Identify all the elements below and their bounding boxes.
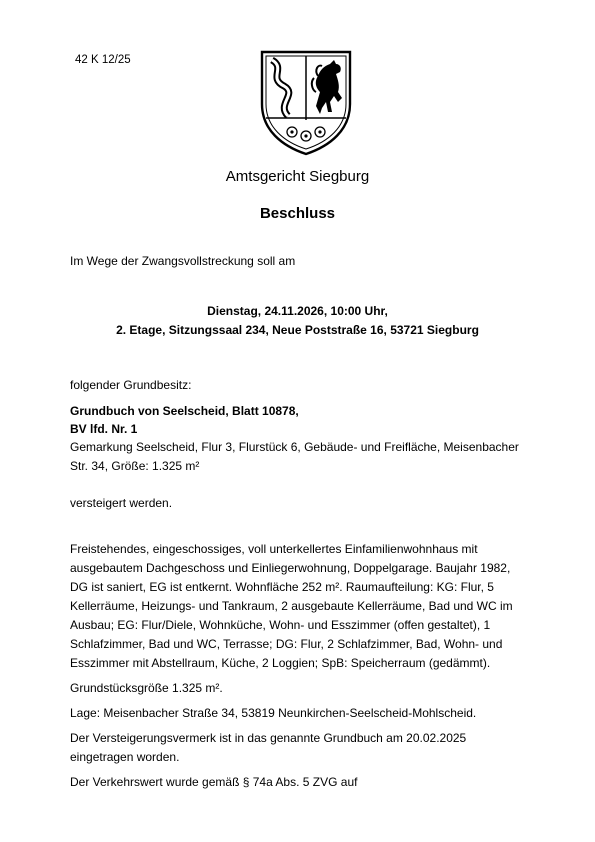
land-register: Grundbuch von Seelscheid, Blatt 10878,	[70, 404, 299, 418]
property-intro: folgender Grundbesitz:	[70, 378, 192, 392]
location-line: 2. Etage, Sitzungssaal 234, Neue Poststraße 16, 53721 Siegburg	[116, 323, 479, 337]
bv-number: BV lfd. Nr. 1	[70, 422, 138, 436]
plot-size: Grundstücksgröße 1.325 m².	[70, 681, 223, 695]
market-value-intro: Der Verkehrswert wurde gemäß § 74a Abs. 5 ZVG auf	[70, 775, 358, 789]
date-line: Dienstag, 24.11.2026, 10:00 Uhr,	[207, 304, 388, 318]
building-description: Freistehendes, eingeschossiges, voll unterkellertes Einfamilienwohnhaus mit ausgebautem Dachgeschoss und Einliegerwohnung, Doppelgarage. Baujahr 1982, DG ist saniert, EG ist entkernt. Wohnfläche 252 m². Raumaufteilung: KG: Flur, 5 Kellerräume, Heizungs- und Tankraum, 2 ausgebaute Kellerräume, Bad und WC im Ausbau; EG: Flur/Diele, Wohnküche, Wohn- und Esszimmer (offen gestaltet), 1 Schlafzimmer, Bad und WC, Terrasse; DG: Flur, 2 Schlafzimmer, Bad, Wohn- und Esszimmer mit Abstellraum, Küche, 2 Loggien; SpB: Speicherraum (gedämmt).	[70, 542, 513, 670]
auction-phrase: versteigert werden.	[70, 496, 173, 510]
case-number: 42 K 12/25	[75, 54, 131, 66]
property-address: Lage: Meisenbacher Straße 34, 53819 Neunkirchen-Seelscheid-Mohlscheid.	[70, 706, 477, 720]
document-title: Beschluss	[259, 205, 336, 222]
nrw-coat-of-arms-icon	[258, 46, 354, 158]
registration-note: Der Versteigerungsvermerk ist in das genannte Grundbuch am 20.02.2025 eingetragen worden.	[70, 731, 467, 764]
parcel-description: Gemarkung Seelscheid, Flur 3, Flurstück 6, Gebäude- und Freifläche, Meisenbacher Str. 34, Größe: 1.325 m²	[70, 440, 519, 473]
intro-text: Im Wege der Zwangsvollstreckung soll am	[70, 254, 296, 268]
court-name: Amtsgericht Siegburg	[225, 168, 370, 185]
